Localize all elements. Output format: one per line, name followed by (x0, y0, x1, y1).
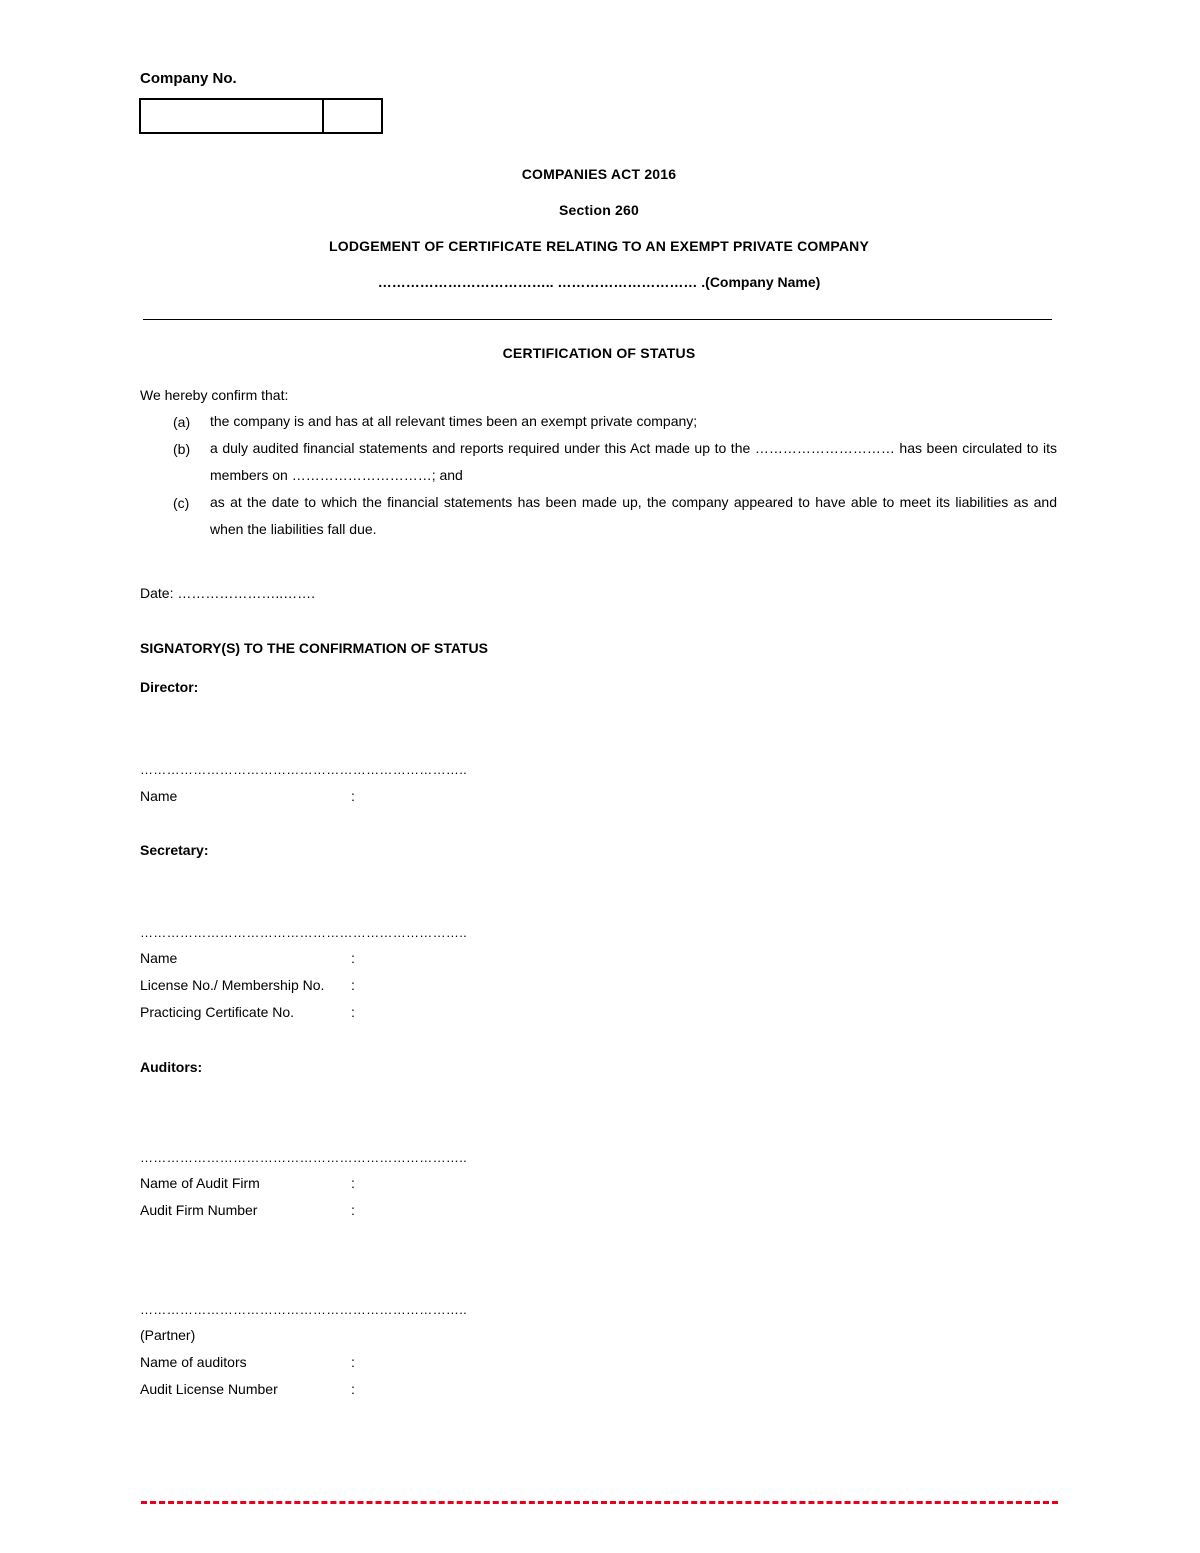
partner-label: (Partner) (140, 1327, 196, 1343)
secretary-practicing-label: Practicing Certificate No. (140, 1004, 295, 1020)
audit-firm-number-colon: : (351, 1202, 355, 1218)
act-title: COMPANIES ACT 2016 (521, 166, 677, 182)
secretary-practicing-colon: : (351, 1004, 355, 1020)
secretary-name-colon: : (351, 950, 355, 966)
secretary-signature-line[interactable]: ……………………………………………………………….. (140, 925, 468, 940)
director-heading: Director: (140, 679, 199, 695)
audit-license-label: Audit License Number (140, 1381, 278, 1397)
auditors-heading: Auditors: (140, 1059, 203, 1075)
auditors-name-colon: : (351, 1354, 355, 1370)
signatories-heading: SIGNATORY(S) TO THE CONFIRMATION OF STATUS (140, 640, 488, 656)
company-no-box[interactable] (139, 98, 383, 134)
company-no-label: Company No. (140, 70, 237, 87)
secretary-name-label: Name (140, 950, 178, 966)
secretary-license-colon: : (351, 977, 355, 993)
partner-signature-line[interactable]: ……………………………………………………………….. (140, 1302, 468, 1317)
director-name-colon: : (351, 788, 355, 804)
item-c-text: as at the date to which the financial statements has been made up, the company appeared to have able to meet its liabilities as and when the liabilities fall due. (210, 494, 1057, 537)
company-no-suffix-field[interactable] (324, 100, 381, 132)
section-title: Section 260 (558, 202, 639, 218)
company-name-text: ……………………………….. ………………………… .(Company Name) (377, 274, 821, 290)
certification-intro: We hereby confirm that: (140, 387, 289, 403)
audit-firm-name-colon: : (351, 1175, 355, 1191)
secretary-license-label: License No./ Membership No. (140, 977, 325, 993)
audit-license-colon: : (351, 1381, 355, 1397)
audit-firm-number-label: Audit Firm Number (140, 1202, 258, 1218)
secretary-heading: Secretary: (140, 842, 209, 858)
footer-rule (141, 1501, 1058, 1504)
form-heading: LODGEMENT OF CERTIFICATE RELATING TO AN EXEMPT PRIVATE COMPANY (329, 238, 869, 254)
certification-heading: CERTIFICATION OF STATUS (502, 345, 696, 361)
date-line: Date: …………………..……. (140, 585, 316, 601)
company-name-line (140, 274, 1058, 290)
audit-firm-name-label: Name of Audit Firm (140, 1175, 260, 1191)
auditors-name-label: Name of auditors (140, 1354, 247, 1370)
director-name-label: Name (140, 788, 178, 804)
item-a-text: the company is and has at all relevant times been an exempt private company; (210, 413, 698, 429)
item-c-label: (c) (173, 495, 190, 511)
item-b-label: (b) (173, 441, 191, 457)
divider (143, 319, 1052, 320)
item-a-label: (a) (173, 414, 191, 430)
director-signature-line[interactable]: ……………………………………………………………….. (140, 762, 468, 777)
company-no-field[interactable] (141, 100, 324, 132)
item-b-text: a duly audited financial statements and reports required under this Act made up to the ………………………… has been circulated to its members on …………………………; and (210, 440, 1057, 483)
auditor-signature-line[interactable]: ……………………………………………………………….. (140, 1150, 468, 1165)
